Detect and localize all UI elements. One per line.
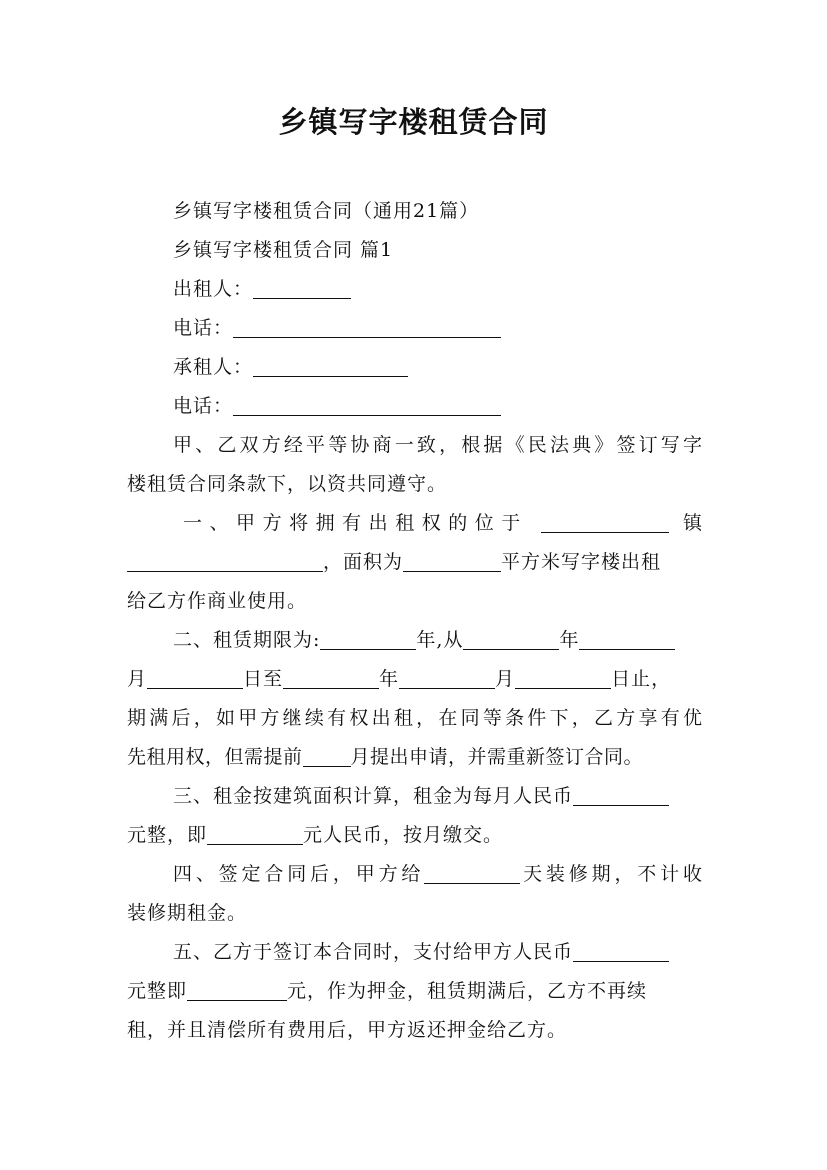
clause-1-line: 给乙方作商业使用。: [127, 590, 308, 612]
start-year-blank: [463, 627, 559, 650]
clause-4-line: [127, 855, 703, 894]
clause-text: 三、租金按建筑面积计算，租金为每月人民币: [173, 785, 574, 807]
section-heading: 乡镇写字楼租赁合同 篇1: [173, 239, 394, 261]
end-day-blank: [515, 666, 611, 689]
rent-amount-blank: [207, 822, 303, 845]
clause-text: 年: [379, 668, 400, 690]
notice-months-blank: [303, 744, 351, 767]
lessor-line: [127, 270, 703, 309]
clause-text: 元人民币，按月缴交。: [303, 824, 504, 846]
lessee-line: [127, 348, 703, 387]
clause-text: 四、签定合同后，甲方给: [173, 863, 425, 885]
location-blank: [541, 510, 669, 533]
lessor-phone-blank: [233, 315, 501, 338]
clause-text: 月: [127, 668, 148, 690]
clause-2-line: [127, 621, 703, 660]
clause-3-line: [127, 777, 703, 816]
clause-text: 二、租赁期限为:: [173, 629, 321, 651]
lessee-blank: [253, 354, 408, 377]
clause-text: 年,从: [416, 629, 464, 651]
clause-5-line: 租，并且清偿所有费用后，甲方返还押金给乙方。: [127, 1019, 568, 1041]
clause-text: 先租用权，但需提前: [127, 746, 303, 768]
term-years-blank: [320, 627, 416, 650]
area-blank: [403, 549, 501, 572]
clause-2-line: 期满后，如甲方继续有权出租，在同等条件下，乙方享有优: [127, 707, 703, 729]
clause-text: 五、乙方于签订本合同时，支付给甲方人民币: [173, 941, 574, 963]
clause-text: ，面积为: [323, 551, 404, 573]
clause-1-line: [127, 504, 703, 543]
start-month-blank: [579, 627, 675, 650]
clause-text: 年: [559, 629, 580, 651]
clause-2-line: [127, 660, 703, 699]
start-day-blank: [147, 666, 243, 689]
end-month-blank: [399, 666, 495, 689]
address-blank: [127, 549, 323, 572]
clause-text: 平方米写字楼出租: [501, 551, 662, 573]
clause-1-line: [127, 543, 703, 582]
clause-text: 日至: [243, 668, 284, 690]
document-title: 乡镇写字楼租赁合同: [278, 105, 549, 139]
document-body: [127, 192, 703, 1050]
renovation-days-blank: [424, 861, 520, 884]
clause-text: 天装修期，不计收: [520, 863, 703, 885]
clause-text: 镇: [682, 512, 703, 534]
clause-text: 月: [495, 668, 516, 690]
lessor-label: 出租人：: [173, 278, 254, 300]
deposit-amount-blank: [187, 978, 287, 1001]
clause-4-line: 装修期租金。: [127, 902, 248, 924]
lessee-phone-blank: [233, 393, 501, 416]
clause-3-line: [127, 816, 703, 855]
monthly-rent-blank: [573, 783, 669, 806]
lessor-phone-line: [127, 309, 703, 348]
clause-text: 元整即: [127, 980, 188, 1002]
lessor-blank: [253, 276, 351, 299]
clause-text: 一、甲方将拥有出租权的位于: [183, 512, 528, 534]
deposit-rmb-blank: [573, 939, 669, 962]
intro-line: 甲、乙双方经平等协商一致，根据《民法典》签订写字: [173, 434, 703, 456]
intro-line: 楼租赁合同条款下，以资共同遵守。: [127, 473, 448, 495]
clause-text: 日止，: [611, 668, 672, 690]
phone-label: 电话：: [173, 317, 234, 339]
end-year-blank: [283, 666, 379, 689]
clause-text: 元，作为押金，租赁期满后，乙方不再续: [287, 980, 648, 1002]
clause-5-line: [127, 972, 703, 1011]
subtitle: 乡镇写字楼租赁合同（通用21篇）: [173, 200, 480, 222]
clause-text: 元整，即: [127, 824, 208, 846]
clause-5-line: [127, 933, 703, 972]
clause-text: 月提出申请，并需重新签订合同。: [350, 746, 644, 768]
clause-2-line: [127, 738, 703, 777]
lessee-phone-line: [127, 387, 703, 426]
phone-label: 电话：: [173, 395, 234, 417]
lessee-label: 承租人：: [173, 356, 254, 378]
